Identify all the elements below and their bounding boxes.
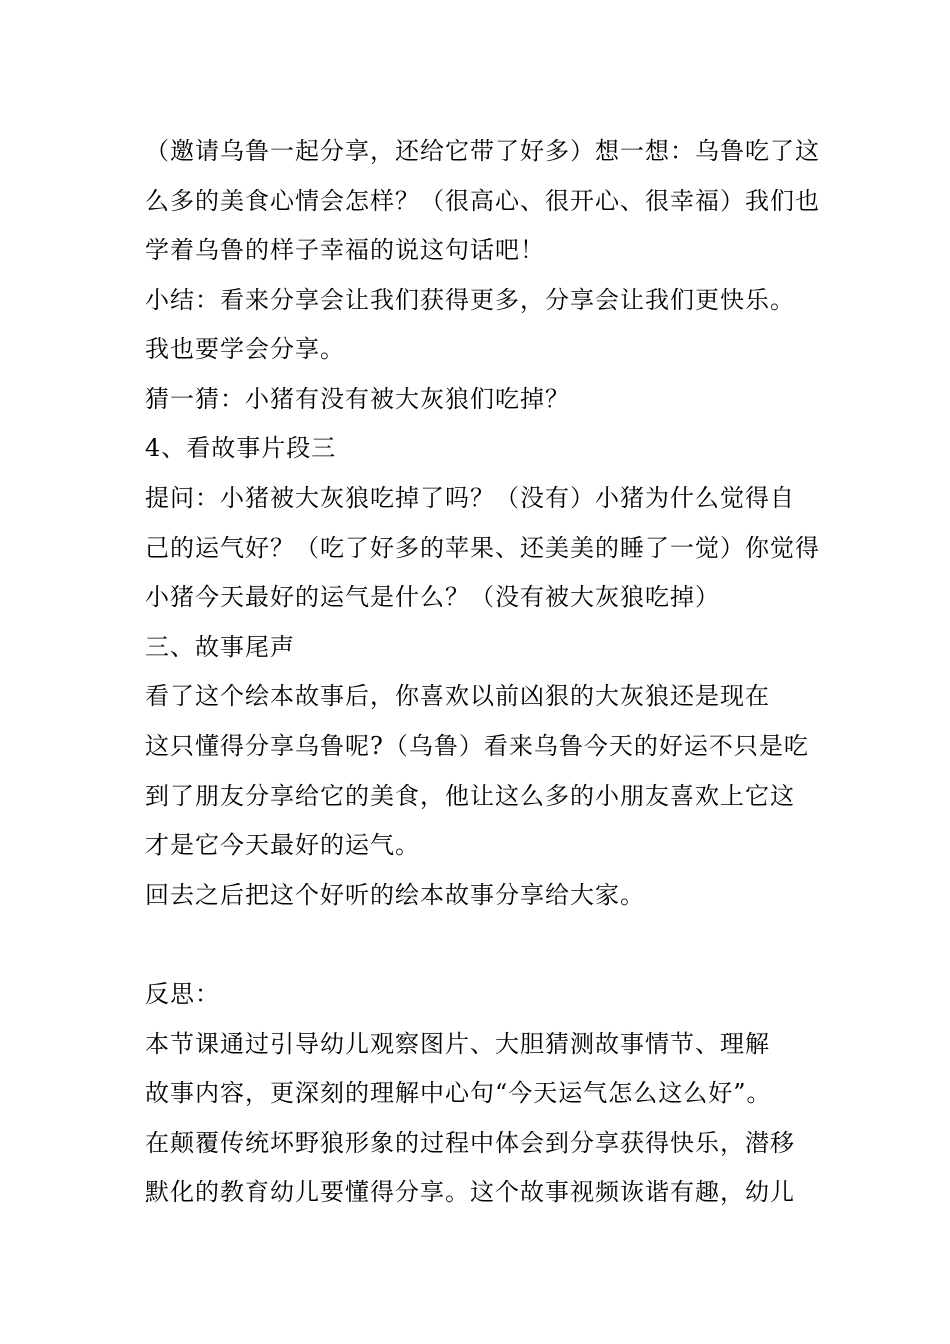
text-line-8: 提问：小猪被大灰狼吃掉了吗？（没有）小猪为什么觉得自 xyxy=(145,484,795,512)
text-line-12: 看了这个绘本故事后，你喜欢以前凶狠的大灰狼还是现在 xyxy=(145,682,770,710)
text-line-13: 这只懂得分享乌鲁呢?（乌鲁）看来乌鲁今天的好运不只是吃 xyxy=(145,732,809,760)
text-line-18: 本节课通过引导幼儿观察图片、大胆猜测故事情节、理解 xyxy=(145,1030,770,1058)
text-line-3: 学着乌鲁的样子幸福的说这句话吧！ xyxy=(145,236,545,264)
section-heading-4: 4、看故事片段三 xyxy=(145,434,337,462)
text-line-10: 小猪今天最好的运气是什么？（没有被大灰狼吃掉） xyxy=(145,583,720,611)
text-line-4: 小结：看来分享会让我们获得更多，分享会让我们更快乐。 xyxy=(145,286,795,314)
text-line-16: 回去之后把这个好听的绘本故事分享给大家。 xyxy=(145,881,645,909)
reflection-heading: 反思： xyxy=(145,980,220,1008)
text-line-5: 我也要学会分享。 xyxy=(145,335,345,363)
text-line-1: （邀请乌鲁一起分享，还给它带了好多）想一想：乌鲁吃了这 xyxy=(145,137,820,165)
text-line-6: 猜一猜：小猪有没有被大灰狼们吃掉？ xyxy=(145,385,570,413)
text-line-20: 在颠覆传统坏野狼形象的过程中体会到分享获得快乐，潜移 xyxy=(145,1129,795,1157)
section-heading-3: 三、故事尾声 xyxy=(145,633,295,661)
text-line-19: 故事内容，更深刻的理解中心句“今天运气怎么这么好”。 xyxy=(145,1079,772,1107)
text-line-21: 默化的教育幼儿要懂得分享。这个故事视频诙谐有趣，幼儿 xyxy=(145,1178,795,1206)
text-line-9: 己的运气好？（吃了好多的苹果、还美美的睡了一觉）你觉得 xyxy=(145,534,820,562)
text-line-14: 到了朋友分享给它的美食，他让这么多的小朋友喜欢上它这 xyxy=(145,782,795,810)
text-line-2: 么多的美食心情会怎样？（很高心、很开心、很幸福）我们也 xyxy=(145,187,820,215)
text-line-15: 才是它今天最好的运气。 xyxy=(145,831,420,859)
